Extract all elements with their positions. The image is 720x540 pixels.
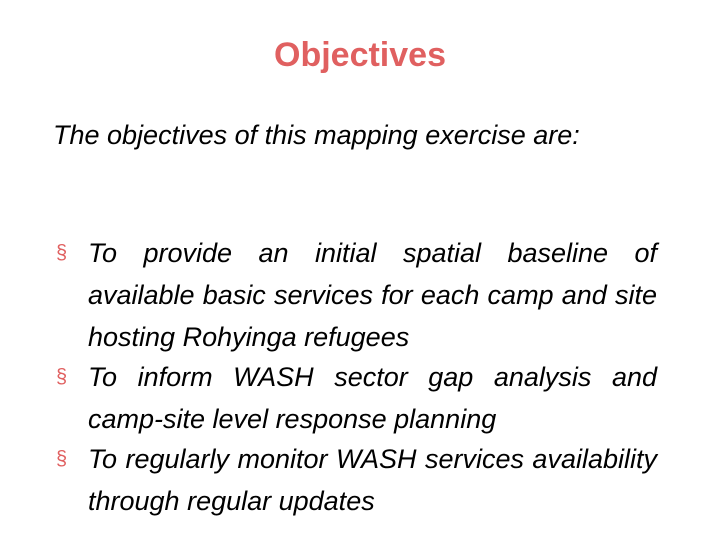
square-bullet-icon: § bbox=[56, 448, 68, 470]
intro-text: The objectives of this mapping exercise are: bbox=[53, 120, 580, 150]
objective-text: To inform WASH sector gap analysis and camp-site level response planning bbox=[88, 362, 657, 434]
list-item bbox=[53, 356, 657, 440]
slide-title: Objectives bbox=[274, 36, 446, 74]
list-item bbox=[53, 232, 657, 358]
objective-text: To regularly monitor WASH services availability through regular updates bbox=[88, 444, 657, 516]
square-bullet-icon: § bbox=[56, 242, 68, 264]
objectives-list bbox=[53, 232, 657, 522]
objective-text: To provide an initial spatial baseline of available basic services for each camp and site hosting Rohyinga refugees bbox=[88, 238, 657, 352]
square-bullet-icon: § bbox=[56, 366, 68, 388]
list-item bbox=[53, 438, 657, 522]
